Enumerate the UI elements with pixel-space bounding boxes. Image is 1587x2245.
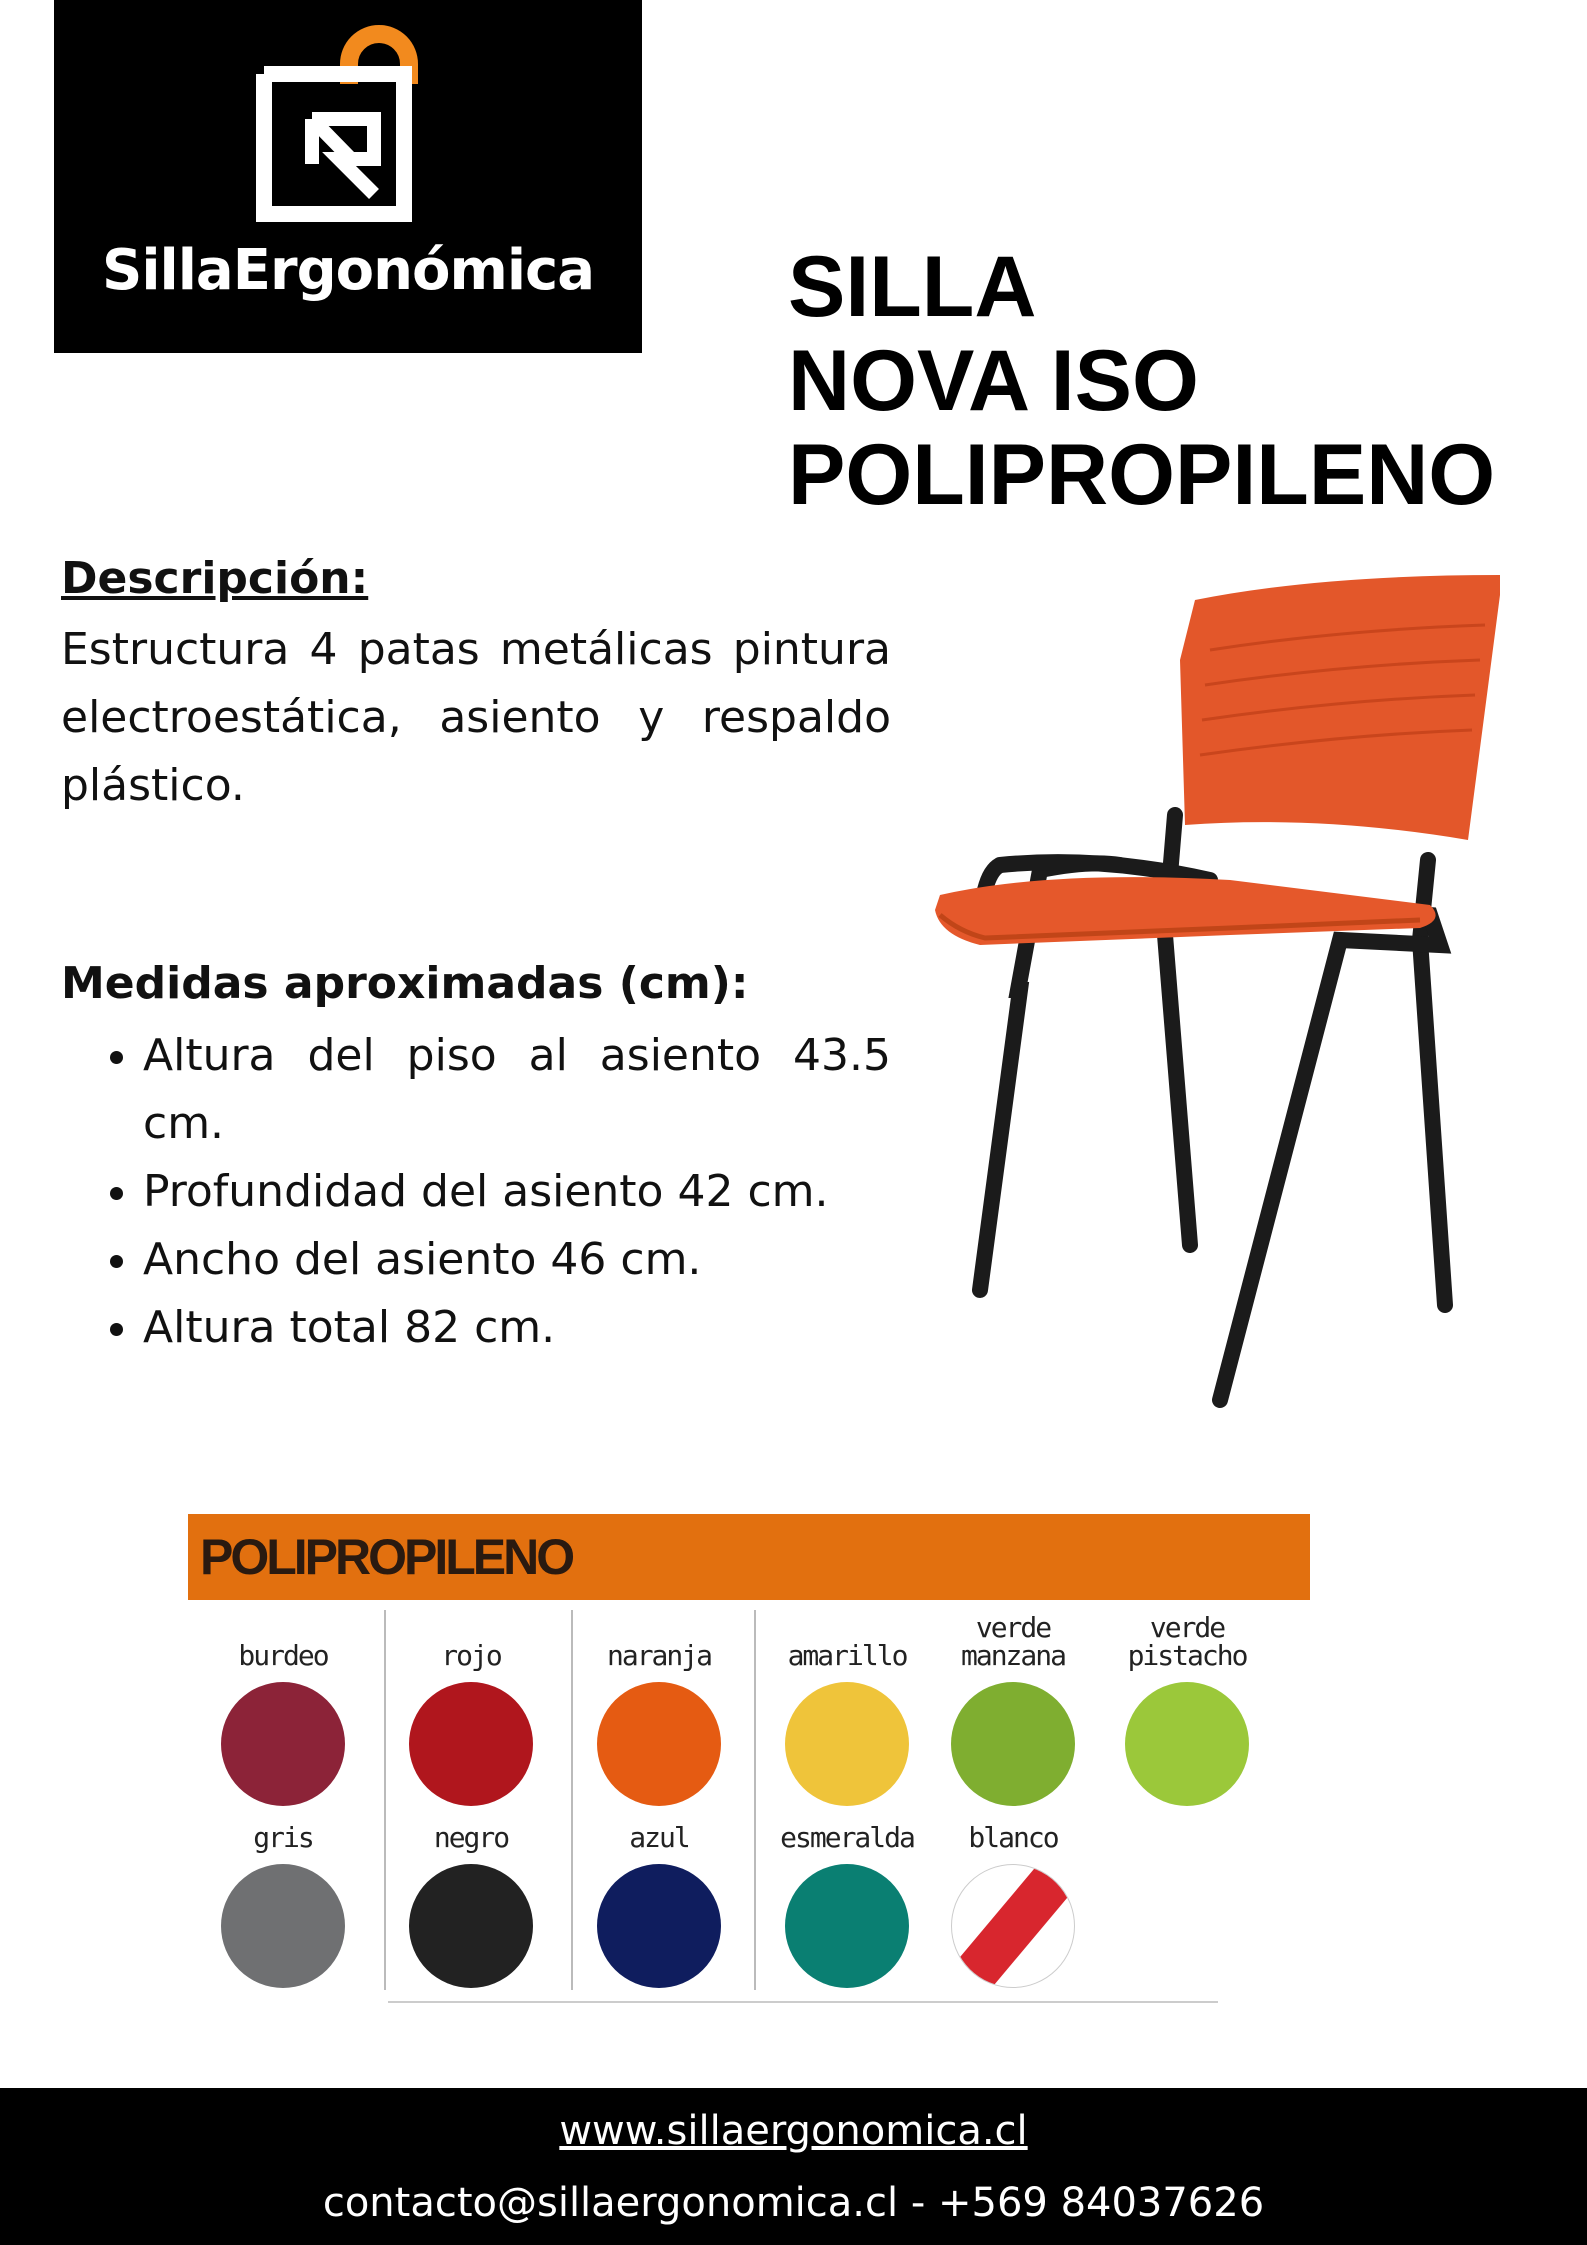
swatch-label: amarillo [787,1639,907,1672]
color-swatch [376,1614,566,1806]
swatch-label: blanco [968,1821,1058,1854]
swatch-dot [221,1864,345,1988]
swatch-label: esmeralda [780,1821,914,1854]
swatch-dot [597,1682,721,1806]
swatch-dot [785,1864,909,1988]
website-link[interactable]: www.sillaergonomica.cl [559,2108,1028,2154]
color-swatch [188,1796,378,1988]
color-swatch [918,1611,1108,1806]
divider [388,2001,1218,2003]
chair-image [900,560,1520,1430]
swatch-dot [409,1864,533,1988]
especial-stamp-icon [952,1865,1075,1988]
swatch-dot [951,1864,1075,1988]
swatch-label: gris [253,1821,313,1854]
measure-item: • Profundidad del asiento 42 cm. [143,1158,891,1226]
swatch-label: verde pistacho [1127,1611,1247,1672]
measure-item: • Altura del piso al asiento 43.5 cm. [143,1022,891,1158]
color-swatch [918,1796,1108,1988]
swatch-dot [951,1682,1075,1806]
title-line: SILLA [788,239,1037,335]
description-heading: Descripción: [61,553,369,604]
color-swatch [564,1796,754,1988]
description-text: Estructura 4 patas metálicas pintura electroestática, asiento y respaldo plástico. [61,624,891,811]
measures-heading: Medidas aproximadas (cm): [61,958,749,1009]
brand-name: SillaErgonómica [101,238,594,303]
shopping-bag-return-icon [254,24,444,224]
swatch-label: negro [433,1821,509,1854]
swatch-label: naranja [606,1639,711,1672]
swatch-label: verde manzana [960,1611,1065,1672]
swatch-dot [597,1864,721,1988]
contact-info: contacto@sillaergonomica.cl - +569 84037626 [322,2180,1265,2226]
product-title [788,240,1495,522]
swatch-dot [785,1682,909,1806]
title-line: POLIPROPILENO [788,427,1496,523]
color-swatch [752,1614,942,1806]
swatch-band [188,1514,1310,1600]
color-swatch [1092,1611,1282,1806]
footer [0,2088,1587,2245]
brand-logo [54,0,642,353]
title-line: NOVA ISO [788,333,1199,429]
measure-item: • Ancho del asiento 46 cm. [143,1226,891,1294]
color-swatch [752,1796,942,1988]
swatch-dot [221,1682,345,1806]
swatch-title: POLIPROPILENO [200,1529,573,1585]
swatch-dot [1125,1682,1249,1806]
swatch-label: rojo [441,1639,501,1672]
measures-list [61,1022,891,1362]
swatch-label: burdeo [238,1639,328,1672]
color-swatch [376,1796,566,1988]
color-swatch [188,1614,378,1806]
color-swatch [564,1614,754,1806]
color-swatch-panel [188,1514,1310,2004]
swatch-label: azul [629,1821,689,1854]
measure-item: • Altura total 82 cm. [143,1294,891,1362]
swatch-dot [409,1682,533,1806]
